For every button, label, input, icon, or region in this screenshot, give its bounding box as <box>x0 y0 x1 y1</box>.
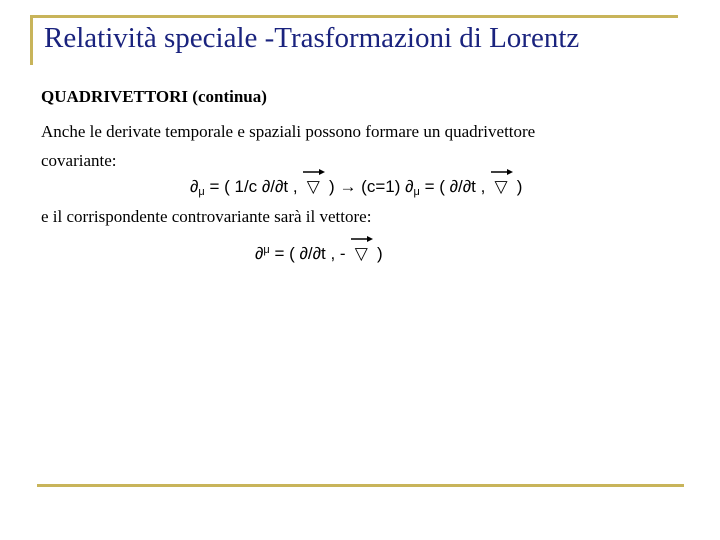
nabla-vector-symbol: ▽ <box>350 244 372 264</box>
formula-part-2: = ( ∂/∂t , <box>419 177 491 196</box>
body-text-line-3: e il corrispondente controvariante sarà il vettore: <box>41 207 372 226</box>
vector-arrow-icon <box>350 235 374 243</box>
condition-text: (c=1) ∂ <box>356 177 414 196</box>
covariant-formula <box>190 177 522 198</box>
mu-superscript: μ <box>263 244 270 256</box>
formula-part: = ( ∂/∂t , - <box>269 244 351 263</box>
implies-arrow: → <box>339 177 357 196</box>
formula-close: ) <box>324 177 340 196</box>
section-subtitle: QUADRIVETTORI (continua) <box>41 87 267 106</box>
contravariant-formula <box>255 244 383 264</box>
mu-subscript: μ <box>198 186 205 198</box>
mu-subscript-2: μ <box>413 186 420 198</box>
partial-symbol: ∂ <box>190 177 199 196</box>
formula-close-2: ) <box>512 177 523 196</box>
partial-symbol: ∂ <box>255 244 264 263</box>
page-title: Relatività speciale -Trasformazioni di Lorentz <box>44 22 580 54</box>
body-text-line-2: covariante: <box>41 151 117 170</box>
bottom-divider <box>37 484 684 487</box>
vector-arrow-icon <box>490 168 514 176</box>
body-text-line-1: Anche le derivate temporale e spaziali possono formare un quadrivettore <box>41 122 536 141</box>
formula-part: = ( 1/c ∂/∂t , <box>204 177 303 196</box>
formula-close: ) <box>372 244 383 263</box>
vector-arrow-icon <box>302 168 326 176</box>
nabla-vector-symbol: ▽ <box>302 177 324 197</box>
nabla-vector-symbol-2: ▽ <box>490 177 512 197</box>
